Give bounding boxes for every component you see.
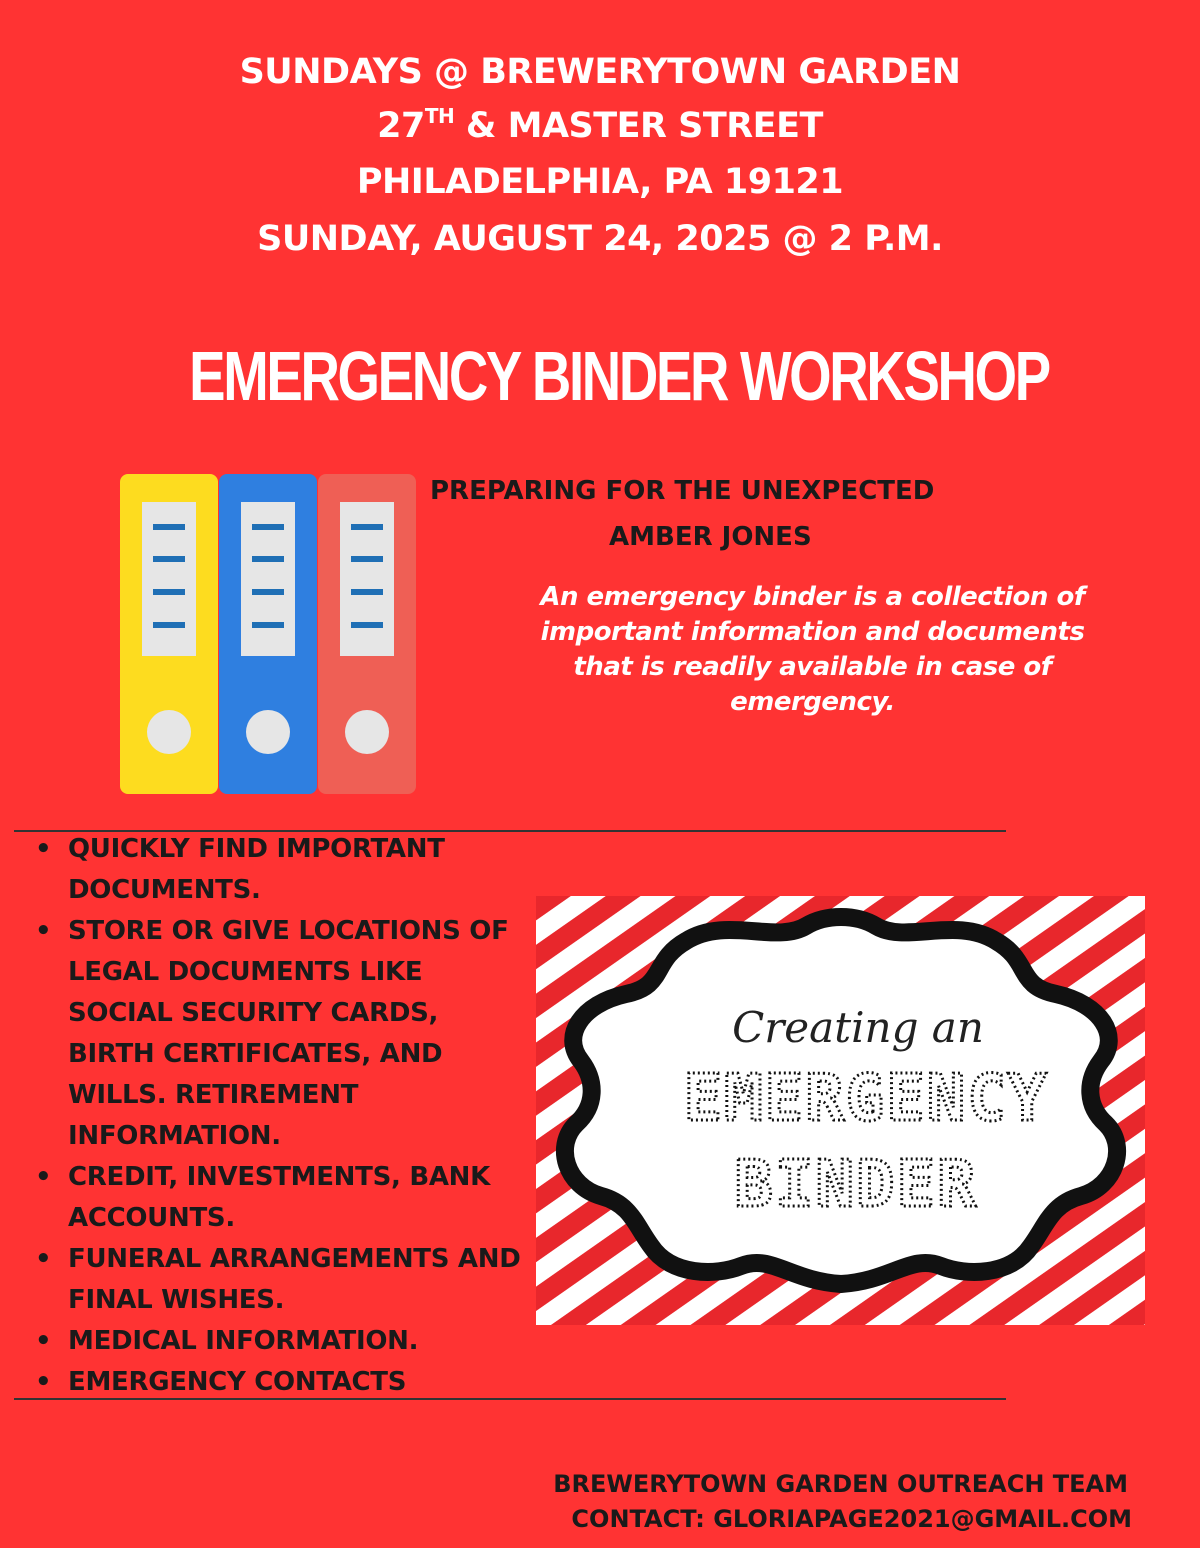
presenter-name: AMBER JONES (609, 522, 812, 552)
header-line-street (0, 106, 1200, 146)
list-item: • QUICKLY FIND IMPORTANT DOCUMENTS. (32, 829, 532, 911)
footer-contact[interactable]: CONTACT: GLORIAPAGE2021@GMAIL.COM (571, 1505, 1132, 1533)
description: An emergency binder is a collection of important information and documents that is readily available in case of emergency. (540, 582, 1085, 717)
header-line-venue: SUNDAYS @ BREWERYTOWN GARDEN (239, 52, 961, 92)
binder-blue-icon (219, 474, 317, 794)
footer-team: BREWERYTOWN GARDEN OUTREACH TEAM (553, 1470, 1128, 1498)
list-item: • EMERGENCY CONTACTS (32, 1362, 532, 1403)
card-line-binder: BINDER (734, 1148, 978, 1222)
list-item: • CREDIT, INVESTMENTS, BANK ACCOUNTS. (32, 1157, 532, 1239)
header-line-date: SUNDAY, AUGUST 24, 2025 @ 2 P.M. (257, 219, 943, 259)
header-line-city: PHILADELPHIA, PA 19121 (356, 162, 844, 202)
subtitle: PREPARING FOR THE UNEXPECTED (430, 476, 935, 506)
binder-red-icon (318, 474, 416, 794)
binder-yellow-icon (120, 474, 218, 794)
card-line-emergency: EMERGENCY (683, 1062, 1049, 1136)
binders-illustration (118, 474, 418, 796)
emergency-binder-image (536, 896, 1145, 1325)
list-item: • STORE OR GIVE LOCATIONS OF LEGAL DOCUMENTS LIKE SOCIAL SECURITY CARDS, BIRTH CERTIFICATES, AND WILLS. RETIREMENT INFORMATION. (32, 911, 532, 1157)
card-script-text: Creating an (732, 1003, 984, 1052)
list-item: • FUNERAL ARRANGEMENTS AND FINAL WISHES. (32, 1239, 532, 1321)
benefits-list (32, 829, 532, 1403)
street-name: & MASTER STREET (454, 106, 823, 146)
street-number: 27 (377, 106, 425, 146)
list-item: • MEDICAL INFORMATION. (32, 1321, 532, 1362)
street-ordinal: TH (424, 104, 455, 128)
bottom-border (0, 1548, 1200, 1553)
page-title: EMERGENCY BINDER WORKSHOP (189, 337, 1049, 415)
